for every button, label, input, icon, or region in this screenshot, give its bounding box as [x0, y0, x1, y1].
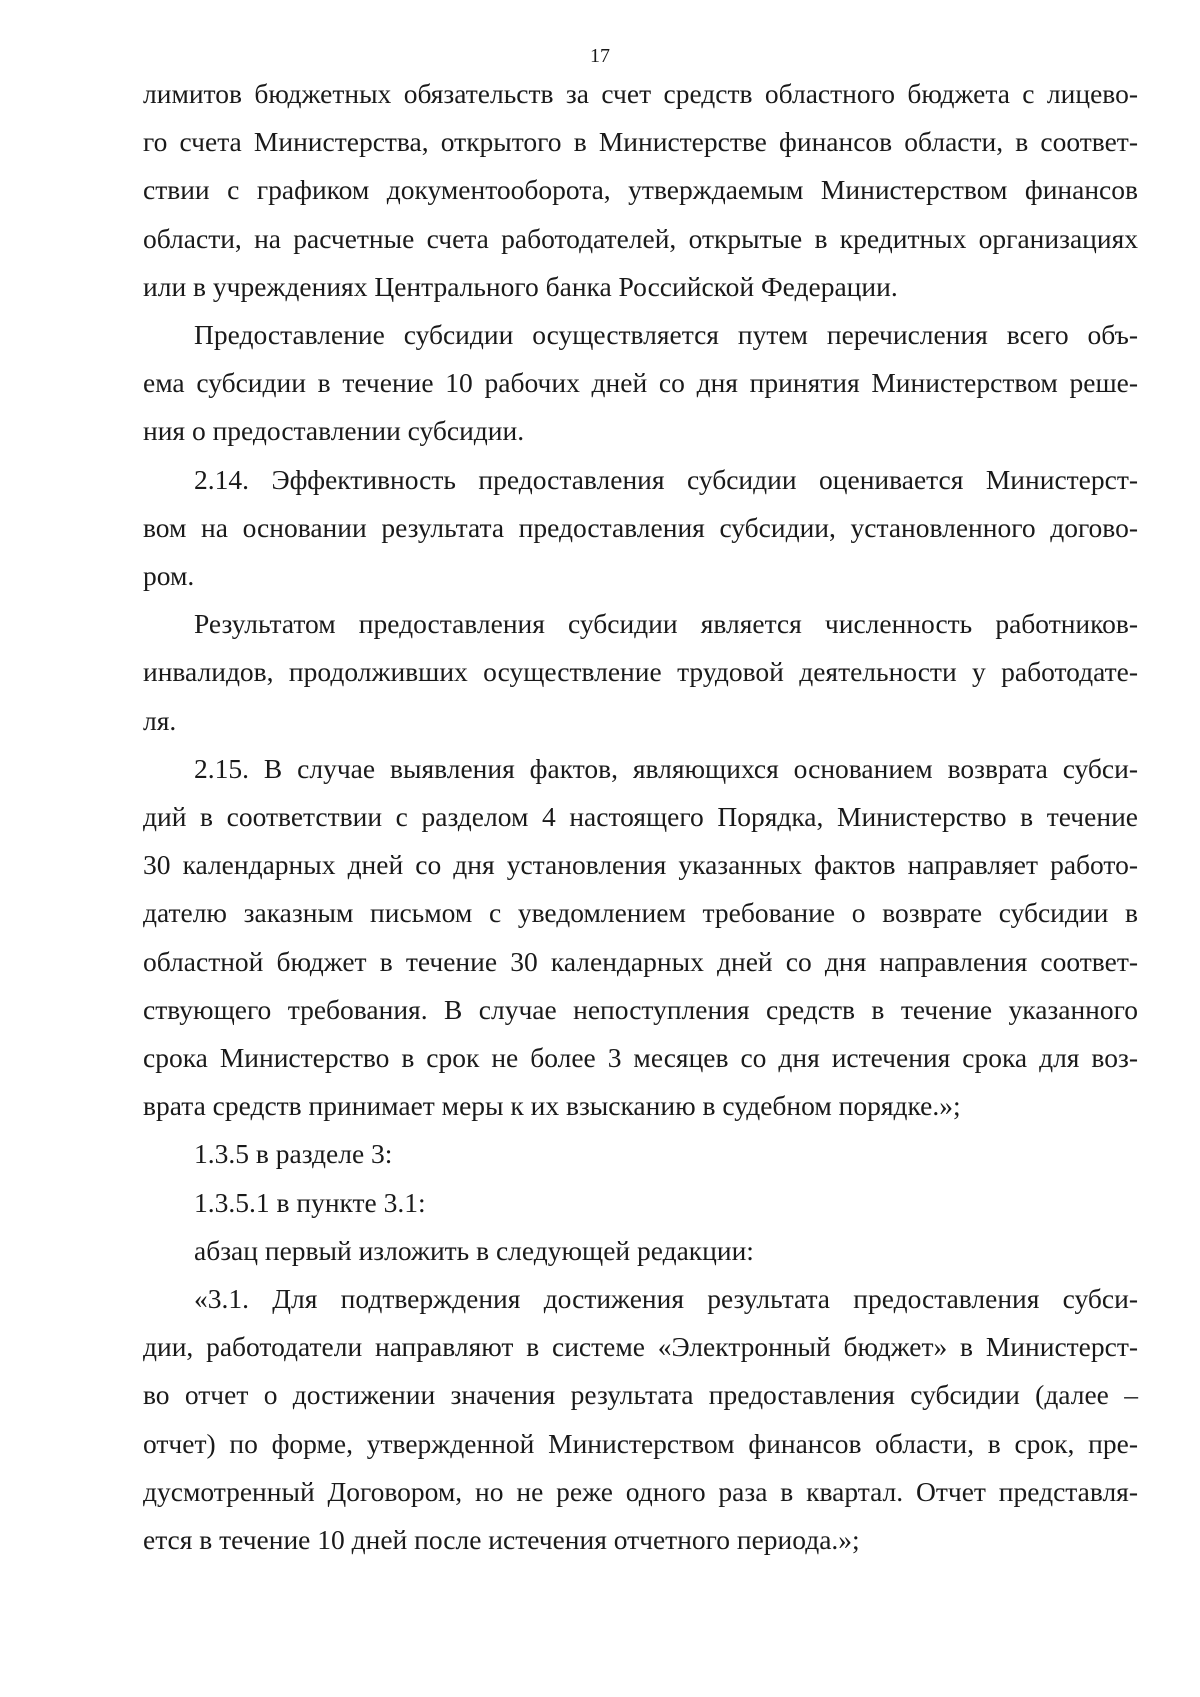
text-line: областной бюджет в течение 30 календарных дней со дня направления соответ-: [143, 945, 1138, 977]
text-line: инвалидов, продолживших осуществление трудовой деятельности у работодате-: [143, 656, 1138, 688]
paragraph: [143, 1227, 1138, 1275]
text-line: дии, работодатели направляют в системе «Электронный бюджет» в Министерст-: [143, 1331, 1138, 1363]
document-body: [143, 70, 1138, 1564]
text-line: абзац первый изложить в следующей редакции:: [194, 1234, 754, 1266]
text-line: ля.: [143, 704, 177, 736]
text-line: 30 календарных дней со дня установления указанных фактов направляет работо-: [143, 849, 1138, 881]
text-line: лимитов бюджетных обязательств за счет средств областного бюджета с лицево-: [143, 78, 1138, 109]
text-line: ром.: [143, 560, 195, 592]
page-number: 17: [590, 45, 610, 67]
text-line: Результатом предоставления субсидии является численность работников-: [194, 608, 1138, 640]
paragraph: [143, 1179, 1138, 1227]
text-line: 1.3.5.1 в пункте 3.1:: [194, 1186, 426, 1218]
paragraph: [143, 70, 1138, 311]
text-line: ствующего требования. В случае непоступления средств в течение указанного: [143, 993, 1138, 1025]
text-line: «3.1. Для подтверждения достижения результата предоставления субси-: [194, 1283, 1138, 1315]
text-line: дий в соответствии с разделом 4 настоящего Порядка, Министерство в течение: [143, 801, 1138, 833]
text-line: 1.3.5 в разделе 3:: [194, 1138, 393, 1170]
paragraph: [143, 600, 1138, 745]
text-line: во отчет о достижении значения результата предоставления субсидии (далее –: [143, 1379, 1138, 1411]
paragraph: [143, 456, 1138, 601]
text-line: врата средств принимает меры к их взысканию в судебном порядке.»;: [143, 1090, 961, 1122]
text-line: Предоставление субсидии осуществляется путем перечисления всего объ-: [194, 319, 1138, 351]
text-line: ния о предоставлении субсидии.: [143, 415, 525, 447]
text-line: или в учреждениях Центрального банка Российской Федерации.: [143, 270, 898, 302]
text-line: ствии с графиком документооборота, утверждаемым Министерством финансов: [143, 174, 1138, 206]
text-line: вом на основании результата предоставления субсидии, установленного догово-: [143, 511, 1138, 543]
text-line: 2.15. В случае выявления фактов, являющихся основанием возврата субси-: [194, 752, 1138, 784]
text-line: дателю заказным письмом с уведомлением требование о возврате субсидии в: [143, 897, 1138, 929]
text-line: срока Министерство в срок не более 3 месяцев со дня истечения срока для воз-: [143, 1042, 1138, 1074]
paragraph: [143, 745, 1138, 1131]
text-line: дусмотренный Договором, но не реже одного раза в квартал. Отчет представля-: [143, 1475, 1138, 1507]
paragraph: [143, 311, 1138, 456]
text-line: отчет) по форме, утвержденной Министерством финансов области, в срок, пре-: [143, 1427, 1138, 1459]
text-line: го счета Министерства, открытого в Министерстве финансов области, в соответ-: [143, 126, 1138, 158]
text-line: 2.14. Эффективность предоставления субсидии оценивается Министерст-: [194, 463, 1138, 495]
text-line: ется в течение 10 дней после истечения отчетного периода.»;: [143, 1524, 860, 1556]
text-line: ема субсидии в течение 10 рабочих дней со дня принятия Министерством реше-: [143, 367, 1138, 399]
text-line: области, на расчетные счета работодателей, открытые в кредитных организациях: [143, 222, 1138, 254]
paragraph: [143, 1275, 1138, 1564]
paragraph: [143, 1130, 1138, 1178]
